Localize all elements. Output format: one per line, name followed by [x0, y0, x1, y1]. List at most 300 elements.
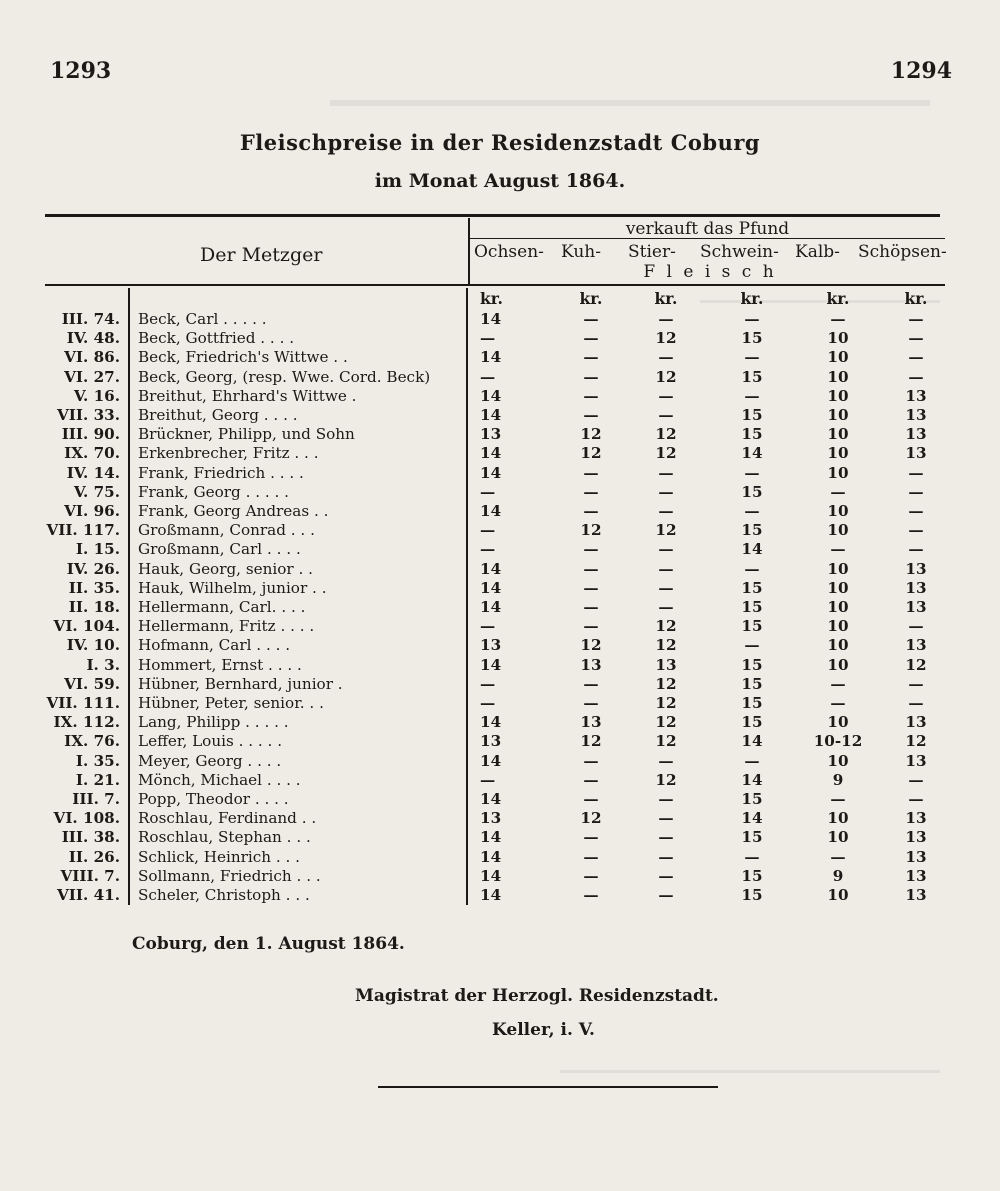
price-cell: 13: [480, 809, 502, 828]
price-cell: —: [480, 367, 496, 386]
ledger-number: VII. 41.: [45, 886, 129, 905]
header-col-ochsen: Ochsen-: [474, 242, 544, 262]
price-cell: 14: [480, 598, 502, 617]
price-cell: 14: [741, 444, 763, 463]
price-cell: —: [908, 502, 924, 521]
price-cell: 13: [480, 636, 502, 655]
ledger-number: VII. 111.: [45, 694, 129, 713]
ledger-number: VI. 96.: [45, 502, 129, 521]
price-cell: 13: [655, 655, 677, 674]
price-cell: 13: [905, 713, 927, 732]
price-cell: 12: [655, 770, 677, 789]
butcher-name: Roschlau, Ferdinand . .: [129, 809, 467, 828]
price-cell: 12: [905, 732, 927, 751]
table-row: [45, 809, 955, 828]
butcher-name: Hauk, Wilhelm, junior . .: [129, 579, 467, 598]
price-cell: —: [908, 463, 924, 482]
page-title: Fleischpreise in der Residenzstadt Coburg: [239, 130, 761, 155]
price-cell: —: [908, 521, 924, 540]
page-number-left: 1293: [50, 58, 112, 84]
ledger-number: VI. 104.: [45, 617, 129, 636]
price-cell: 13: [480, 425, 502, 444]
price-cell: —: [658, 886, 674, 905]
price-cell: —: [658, 598, 674, 617]
price-cell: 9: [832, 866, 844, 885]
price-cell: —: [583, 463, 599, 482]
header-sold-per: verkauft das Pfund: [625, 219, 790, 239]
butcher-name: Scheler, Christoph . . .: [129, 886, 467, 905]
butcher-name: Beck, Georg, (resp. Wwe. Cord. Beck): [129, 368, 467, 387]
unit-label: kr.: [740, 289, 764, 308]
price-cell: 13: [480, 732, 502, 751]
price-cell: 13: [905, 886, 927, 905]
butcher-name: Frank, Georg . . . . .: [129, 483, 467, 502]
table-row: [45, 675, 955, 694]
price-cell: 12: [580, 636, 602, 655]
price-cell: —: [583, 367, 599, 386]
ledger-number: I. 3.: [45, 656, 129, 675]
price-cell: —: [744, 463, 760, 482]
butcher-name: Beck, Gottfried . . . .: [129, 329, 467, 348]
table-row: [45, 598, 955, 617]
butcher-name: Brückner, Philipp, und Sohn: [129, 425, 467, 444]
price-cell: 12: [655, 367, 677, 386]
price-cell: 13: [905, 578, 927, 597]
butcher-name: Hauk, Georg, senior . .: [129, 560, 467, 579]
price-cell: —: [583, 770, 599, 789]
price-cell: 13: [905, 386, 927, 405]
price-cell: 12: [580, 425, 602, 444]
price-cell: 15: [741, 886, 763, 905]
price-cell: —: [908, 540, 924, 559]
price-cell: 14: [480, 348, 502, 367]
price-cell: —: [908, 674, 924, 693]
ledger-number: VI. 108.: [45, 809, 129, 828]
unit-label: kr.: [579, 289, 603, 308]
price-cell: 14: [480, 386, 502, 405]
price-cell: —: [830, 790, 846, 809]
price-cell: 15: [741, 329, 763, 348]
ledger-number: III. 7.: [45, 790, 129, 809]
ledger-number: VI. 59.: [45, 675, 129, 694]
bleed-through-texture: [330, 100, 930, 106]
price-cell: 14: [480, 847, 502, 866]
price-cell: 14: [741, 809, 763, 828]
table-row: [45, 617, 955, 636]
price-cell: 14: [480, 463, 502, 482]
table-row: [45, 790, 955, 809]
price-cell: 12: [655, 329, 677, 348]
price-cell: —: [744, 502, 760, 521]
price-cell: —: [908, 310, 924, 328]
price-cell: 15: [741, 617, 763, 636]
unit-cell-blank: [45, 288, 129, 310]
table-row: [45, 425, 955, 444]
butcher-name: Hellermann, Carl. . . .: [129, 598, 467, 617]
ledger-number: I. 35.: [45, 752, 129, 771]
ledger-number: IX. 70.: [45, 444, 129, 463]
price-cell: 13: [905, 828, 927, 847]
price-cell: 12: [655, 713, 677, 732]
price-cell: 12: [580, 732, 602, 751]
butcher-name: Beck, Friedrich's Wittwe . .: [129, 348, 467, 367]
price-cell: —: [480, 617, 496, 636]
price-cell: 15: [741, 367, 763, 386]
table-row: [45, 406, 955, 425]
price-cell: —: [830, 310, 846, 328]
price-cell: —: [744, 847, 760, 866]
closing-signature: Keller, i. V.: [492, 1020, 595, 1040]
ledger-number: VII. 33.: [45, 406, 129, 425]
price-cell: 13: [905, 847, 927, 866]
ledger-number: I. 15.: [45, 540, 129, 559]
price-cell: —: [658, 790, 674, 809]
price-cell: —: [658, 559, 674, 578]
price-cell: —: [583, 329, 599, 348]
ledger-number: II. 18.: [45, 598, 129, 617]
price-cell: 13: [905, 425, 927, 444]
price-cell: 12: [655, 674, 677, 693]
closing-authority: Magistrat der Herzogl. Residenzstadt.: [355, 986, 719, 1006]
price-cell: —: [658, 463, 674, 482]
price-table: [45, 288, 956, 905]
table-row: [45, 464, 955, 483]
price-cell: 10: [827, 386, 849, 405]
butcher-name: Hommert, Ernst . . . .: [129, 656, 467, 675]
price-cell: 10-12: [813, 732, 863, 751]
price-cell: —: [658, 482, 674, 501]
price-cell: —: [908, 770, 924, 789]
price-cell: 13: [580, 713, 602, 732]
price-cell: —: [658, 866, 674, 885]
table-row: [45, 694, 955, 713]
price-cell: 14: [480, 406, 502, 425]
butcher-name: Popp, Theodor . . . .: [129, 790, 467, 809]
price-cell: —: [480, 694, 496, 713]
price-cell: 14: [480, 310, 502, 328]
price-cell: 15: [741, 655, 763, 674]
butcher-name: Leffer, Louis . . . . .: [129, 732, 467, 751]
price-cell: 10: [827, 751, 849, 770]
header-col-kalb: Kalb-: [795, 242, 840, 262]
price-cell: 14: [741, 770, 763, 789]
price-cell: 13: [905, 406, 927, 425]
butcher-name: Roschlau, Stephan . . .: [129, 828, 467, 847]
price-cell: —: [830, 482, 846, 501]
price-cell: 12: [655, 444, 677, 463]
price-cell: —: [583, 847, 599, 866]
price-cell: 10: [827, 329, 849, 348]
price-cell: 15: [741, 866, 763, 885]
header-top-rule: [45, 214, 940, 217]
table-row: [45, 329, 955, 348]
header-col-kuh: Kuh-: [561, 242, 601, 262]
price-cell: 10: [827, 886, 849, 905]
ledger-number: IV. 48.: [45, 329, 129, 348]
price-cell: —: [908, 790, 924, 809]
table-row: [45, 348, 955, 367]
price-cell: 12: [905, 655, 927, 674]
price-cell: 10: [827, 502, 849, 521]
header-meat-word: F l e i s c h: [643, 262, 777, 282]
butcher-name: Frank, Georg Andreas . .: [129, 502, 467, 521]
price-cell: 12: [655, 425, 677, 444]
price-cell: 14: [480, 655, 502, 674]
price-cell: —: [908, 482, 924, 501]
price-cell: 13: [905, 598, 927, 617]
price-cell: 13: [905, 751, 927, 770]
table-row: [45, 502, 955, 521]
header-col-schoepsen: Schöpsen-: [858, 242, 947, 262]
ledger-number: III. 90.: [45, 425, 129, 444]
price-cell: 10: [827, 598, 849, 617]
price-cell: —: [583, 406, 599, 425]
price-cell: 14: [480, 751, 502, 770]
ledger-number: IV. 10.: [45, 636, 129, 655]
price-cell: —: [658, 406, 674, 425]
price-cell: —: [658, 828, 674, 847]
unit-label: kr.: [826, 289, 850, 308]
price-cell: —: [480, 540, 496, 559]
unit-label: kr.: [480, 289, 503, 308]
price-cell: 10: [827, 559, 849, 578]
price-cell: —: [908, 694, 924, 713]
price-cell: 10: [827, 578, 849, 597]
ledger-number: IX. 76.: [45, 732, 129, 751]
price-cell: 13: [905, 636, 927, 655]
price-cell: 10: [827, 655, 849, 674]
price-cell: —: [583, 502, 599, 521]
price-cell: 15: [741, 521, 763, 540]
price-cell: 13: [580, 655, 602, 674]
price-cell: —: [658, 348, 674, 367]
price-cell: 10: [827, 828, 849, 847]
price-cell: —: [658, 386, 674, 405]
closing-date-line: Coburg, den 1. August 1864.: [132, 934, 405, 954]
price-cell: —: [830, 540, 846, 559]
price-cell: —: [583, 559, 599, 578]
unit-label: kr.: [904, 289, 928, 308]
price-cell: 10: [827, 367, 849, 386]
price-cell: 12: [655, 732, 677, 751]
table-row: [45, 771, 955, 790]
price-cell: 14: [480, 886, 502, 905]
price-cell: 15: [741, 828, 763, 847]
price-cell: —: [583, 482, 599, 501]
price-cell: 12: [655, 636, 677, 655]
price-cell: —: [583, 540, 599, 559]
price-cell: —: [658, 809, 674, 828]
price-cell: 14: [480, 828, 502, 847]
price-cell: —: [744, 386, 760, 405]
ledger-number: II. 35.: [45, 579, 129, 598]
ledger-number: V. 75.: [45, 483, 129, 502]
price-cell: —: [583, 828, 599, 847]
price-cell: 12: [580, 444, 602, 463]
price-cell: —: [583, 751, 599, 770]
price-cell: —: [830, 847, 846, 866]
price-cell: —: [480, 521, 496, 540]
price-cell: 12: [655, 694, 677, 713]
table-row: [45, 636, 955, 655]
price-cell: —: [658, 578, 674, 597]
ledger-number: III. 38.: [45, 828, 129, 847]
price-cell: —: [480, 482, 496, 501]
price-cell: —: [583, 348, 599, 367]
butcher-name: Frank, Friedrich . . . .: [129, 464, 467, 483]
price-cell: 15: [741, 694, 763, 713]
price-cell: 10: [827, 713, 849, 732]
price-cell: 14: [480, 866, 502, 885]
butcher-name: Hübner, Peter, senior. . .: [129, 694, 467, 713]
price-cell: 14: [741, 540, 763, 559]
header-butcher: Der Metzger: [200, 244, 323, 266]
price-cell: —: [583, 310, 599, 328]
price-cell: 13: [905, 866, 927, 885]
butcher-name: Hübner, Bernhard, junior .: [129, 675, 467, 694]
price-cell: —: [744, 559, 760, 578]
price-cell: —: [744, 751, 760, 770]
price-cell: —: [744, 310, 760, 328]
ledger-number: IV. 26.: [45, 560, 129, 579]
butcher-name: Sollmann, Friedrich . . .: [129, 867, 467, 886]
header-col-stier: Stier-: [628, 242, 676, 262]
price-cell: 14: [480, 713, 502, 732]
price-cell: 9: [832, 770, 844, 789]
price-cell: —: [908, 348, 924, 367]
ledger-number: V. 16.: [45, 387, 129, 406]
ledger-number: III. 74.: [45, 310, 129, 329]
table-row: [45, 368, 955, 387]
table-row: [45, 713, 955, 732]
butcher-name: Schlick, Heinrich . . .: [129, 848, 467, 867]
price-cell: —: [908, 367, 924, 386]
price-cell: 14: [480, 502, 502, 521]
table-row: [45, 310, 955, 329]
table-row: [45, 579, 955, 598]
footer-rule: [378, 1086, 718, 1088]
butcher-name: Breithut, Georg . . . .: [129, 406, 467, 425]
unit-cell-blank: [129, 288, 467, 310]
price-cell: —: [744, 636, 760, 655]
table-row: [45, 444, 955, 463]
price-cell: —: [908, 329, 924, 348]
butcher-name: Hellermann, Fritz . . . .: [129, 617, 467, 636]
price-cell: 15: [741, 598, 763, 617]
table-row: [45, 540, 955, 559]
table-row: [45, 560, 955, 579]
ledger-number: VI. 27.: [45, 368, 129, 387]
price-cell: —: [908, 617, 924, 636]
price-cell: 10: [827, 348, 849, 367]
price-cell: —: [480, 329, 496, 348]
butcher-name: Lang, Philipp . . . . .: [129, 713, 467, 732]
price-cell: —: [480, 674, 496, 693]
price-cell: 10: [827, 809, 849, 828]
price-cell: —: [583, 674, 599, 693]
price-cell: —: [583, 790, 599, 809]
price-cell: —: [744, 348, 760, 367]
price-cell: —: [658, 540, 674, 559]
ledger-number: IX. 112.: [45, 713, 129, 732]
price-cell: 12: [580, 521, 602, 540]
price-cell: —: [583, 866, 599, 885]
price-cell: 15: [741, 406, 763, 425]
table-row: [45, 732, 955, 751]
price-cell: —: [583, 617, 599, 636]
price-cell: 14: [480, 790, 502, 809]
price-cell: 10: [827, 521, 849, 540]
table-row: [45, 752, 955, 771]
table-row: [45, 656, 955, 675]
header-bottom-rule: [45, 284, 945, 286]
price-cell: —: [480, 770, 496, 789]
table-row: [45, 886, 955, 905]
ledger-number: VII. 117.: [45, 521, 129, 540]
header-col-schwein: Schwein-: [700, 242, 779, 262]
ledger-number: IV. 14.: [45, 464, 129, 483]
price-cell: 10: [827, 617, 849, 636]
price-cell: 13: [905, 559, 927, 578]
price-cell: 15: [741, 425, 763, 444]
price-cell: 15: [741, 482, 763, 501]
table-row: [45, 848, 955, 867]
table-row: [45, 828, 955, 847]
price-cell: 12: [580, 809, 602, 828]
butcher-name: Großmann, Conrad . . .: [129, 521, 467, 540]
butcher-name: Breithut, Ehrhard's Wittwe .: [129, 387, 467, 406]
price-cell: 14: [741, 732, 763, 751]
price-cell: —: [658, 310, 674, 328]
butcher-name: Hofmann, Carl . . . .: [129, 636, 467, 655]
table-row: [45, 387, 955, 406]
price-cell: —: [658, 502, 674, 521]
unit-label: kr.: [654, 289, 678, 308]
price-cell: —: [583, 694, 599, 713]
price-cell: 14: [480, 559, 502, 578]
page-number-right: 1294: [890, 58, 952, 84]
price-cell: —: [583, 598, 599, 617]
bleed-through-texture: [560, 1070, 940, 1073]
price-cell: —: [658, 751, 674, 770]
price-cell: 15: [741, 790, 763, 809]
ledger-number: VI. 86.: [45, 348, 129, 367]
table-row: [45, 867, 955, 886]
price-cell: —: [830, 694, 846, 713]
price-cell: 15: [741, 674, 763, 693]
table-row: [45, 483, 955, 502]
ledger-number: I. 21.: [45, 771, 129, 790]
price-cell: 14: [480, 578, 502, 597]
price-cell: 10: [827, 463, 849, 482]
price-cell: —: [583, 386, 599, 405]
butcher-name: Meyer, Georg . . . .: [129, 752, 467, 771]
price-cell: —: [830, 674, 846, 693]
price-cell: —: [658, 847, 674, 866]
price-cell: 15: [741, 713, 763, 732]
price-cell: 10: [827, 406, 849, 425]
unit-row: [45, 288, 955, 310]
butcher-name: Großmann, Carl . . . .: [129, 540, 467, 559]
price-cell: 10: [827, 444, 849, 463]
price-cell: 10: [827, 425, 849, 444]
price-cell: 14: [480, 444, 502, 463]
price-cell: 13: [905, 444, 927, 463]
ledger-number: II. 26.: [45, 848, 129, 867]
table-row: [45, 521, 955, 540]
price-cell: 12: [655, 617, 677, 636]
price-cell: 13: [905, 809, 927, 828]
